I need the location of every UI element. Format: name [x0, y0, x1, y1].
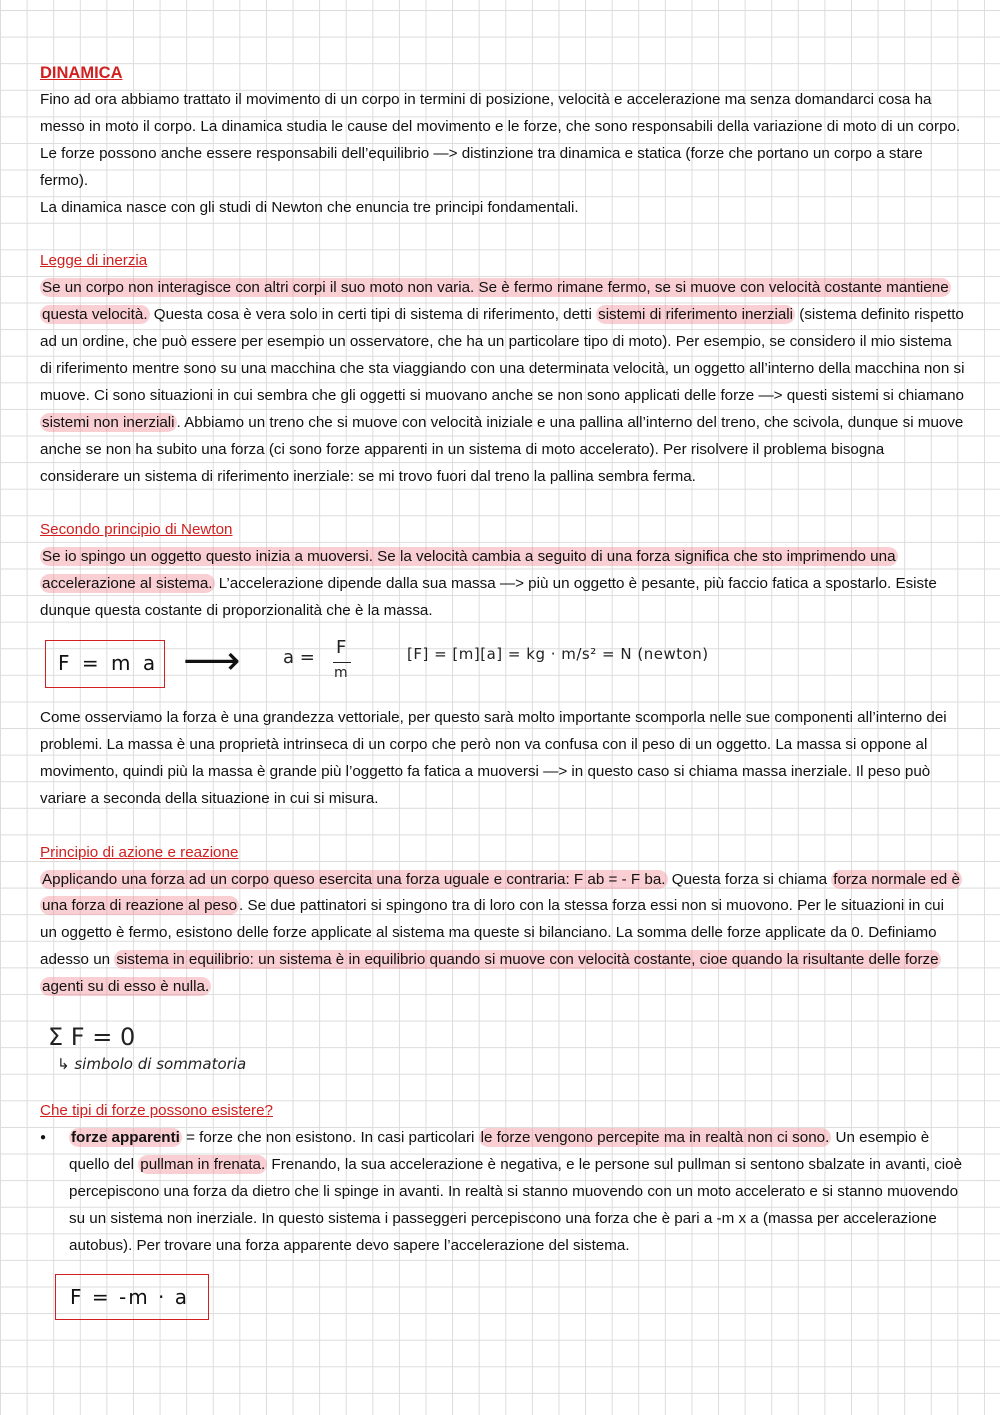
apparent-force-formula-row — [40, 1259, 965, 1329]
fraction-line — [333, 662, 351, 663]
formula-text: F = -m · a — [70, 1285, 190, 1310]
force-types-list — [40, 1125, 965, 1260]
sum-formula-block — [40, 1001, 965, 1098]
page-title: DINAMICA — [40, 64, 123, 82]
heading-force-types: Che tipi di forze possono esistere? — [40, 1102, 274, 1120]
term-apparent-forces: forze apparenti — [71, 1128, 180, 1146]
action-paragraph: Applicando una forza ad un corpo queso esercita una forza uguale e contraria: F ab = - F ba. Questa forza si chiama forza normale ed è una forza di reazione al peso . Se due pattinatori si spingono tra di loro con la stessa forza essi non si muovono. Per le situazioni in cui un oggetto è fermo, esistono delle forze applicate al sistema ma queste si bilanciano. La somma delle forze applicate da 0. Definiamo adesso un sistema in equilibrio: un sistema è in equilibrio quando si muove con velocità costante, cioe quando la risultante delle forze agenti su di esso è nulla. — [40, 870, 960, 996]
highlight: Se un corpo non interagisce con altri corpi il suo moto non varia. Se è fermo rimane fermo, se si muove con velocità costante mantiene questa velocità. — [42, 279, 949, 324]
highlight: le forze vengono percepite ma in realtà non ci sono. — [480, 1128, 830, 1146]
units-formula: [F] = [m][a] = kg · m/s² = N (newton) — [407, 645, 709, 664]
formula-text: F = m a — [58, 651, 159, 676]
boxed-formula-f-ma — [45, 640, 165, 688]
note-page — [40, 60, 965, 1329]
highlight: sistemi non inerziali — [42, 413, 175, 431]
derived-numerator: F — [336, 637, 347, 659]
arrow-right-icon: ⟶ — [183, 638, 241, 685]
heading-inertia: Legge di inerzia — [40, 252, 148, 270]
sum-formula: Σ F = 0 — [48, 1023, 136, 1052]
second-paragraph: Se io spingo un oggetto questo inizia a muoversi. Se la velocità cambia a seguito di una forza significa che sto imprimendo una accelerazione al sistema. L’accelerazione dipende dalla sua massa —> più un oggetto è pesante, più faccio fatica a spostarlo. Esiste dunque questa costante di proporzionalità che è la massa. — [40, 548, 937, 620]
derived-denominator: m — [334, 665, 348, 682]
inertia-paragraph: Se un corpo non interagisce con altri corpi il suo moto non varia. Se è fermo rimane fermo, se si muove con velocità costante mantiene questa velocità. Questa cosa è vera solo in certi tipi di sistema di riferimento, detti sistemi di riferimento inerziali (sistema definito rispetto ad un ordine, che può essere per esempio un osservatore, che ha un particolare tipo di moto). Per esempio, se considero il mio sistema di riferimento mentre sono su una macchina che sta viaggiando con una determinata velocità, un oggetto all’interno della macchina non si muove. Ci sono situazioni in cui sembra che gli oggetti si muovano anche se non sono applicati delle forze —> questi sistemi si chiamano sistemi non inerziali . Abbiamo un treno che si muove con velocità iniziale e una pallina all’interno del treno, che scivola, dunque si muove anche se non ha subito una forza (ci sono forze apparenti in un sistema di moto accelerato). Per risolvere il problema bisogna considerare un sistema di riferimento inerziale: se mi trovo fuori dal treno la pallina sembra ferma. — [40, 279, 965, 485]
derived-lhs: a = — [283, 647, 315, 669]
highlight: sistema in equilibrio: un sistema è in equilibrio quando si muove con velocità costante, cioe quando la risultante delle forze agenti su di esso è nulla. — [42, 951, 939, 996]
highlight: Applicando una forza ad un corpo queso esercita una forza uguale e contraria: F ab = - F ba. — [42, 870, 666, 888]
highlight: sistemi di riferimento inerziali — [598, 306, 794, 324]
highlight: Se io spingo un oggetto questo inizia a muoversi. Se la velocità cambia a seguito di una forza significa che sto imprimendo una accelerazione al sistema. — [42, 548, 896, 593]
sum-note: ↳ simbolo di sommatoria — [57, 1055, 247, 1074]
highlight: pullman in frenata. — [140, 1155, 266, 1173]
boxed-formula-apparent — [55, 1274, 209, 1320]
heading-action-reaction: Principio di azione e reazione — [40, 843, 239, 861]
heading-second-principle: Secondo principio di Newton — [40, 521, 233, 539]
intro-paragraph-2: La dinamica nasce con gli studi di Newton che enuncia tre principi fondamentali. — [40, 198, 579, 216]
vector-paragraph: Come osserviamo la forza è una grandezza vettoriale, per questo sarà molto importante scomporla nelle sue componenti all’interno dei problemi. La massa è una proprietà intrinseca di un corpo che però non va confusa con il peso di un oggetto. La massa si oppone al movimento, quindi più la massa è grande più l’oggetto fa fatica a muoversi —> in questo caso si chiama massa inerziale. Il peso può variare a seconda della situazione in cui si misura. — [40, 709, 947, 807]
list-item: ● forze apparenti = forze che non esistono. In casi particolari le forze vengono percepite ma in realtà non ci sono. Un esempio è quello del pullman in frenata. Frenando, la sua accelerazione è negativa, e le persone sul pullman si sentono sbalzate in avanti, cioè percepiscono una forza da dietro che li spinge in avanti. In realtà si stanno muovendo con un moto accelerato e si stanno muovendo su un sistema non inerziale. In questo sistema i passeggeri percepiscono una forza che è pari a -m x a (massa per accelerazione autobus). Per trovare una forza apparente devo sapere l’accelerazione del sistema. — [40, 1125, 965, 1260]
highlight: forza normale ed è una forza di reazione al peso — [42, 870, 960, 915]
intro-paragraph-1: Fino ad ora abbiamo trattato il movimento di un corpo in termini di posizione, velocità e accelerazione ma senza domandarci cosa ha messo in moto il corpo. La dinamica studia le cause del movimento e le forze, che sono responsabili della variazione di moto di un corpo. Le forze possono anche essere responsabili dell’equilibrio —> distinzione tra dinamica e statica (forze che portano un corpo a stare fermo). — [40, 91, 961, 189]
newton-formula-row — [40, 625, 965, 705]
